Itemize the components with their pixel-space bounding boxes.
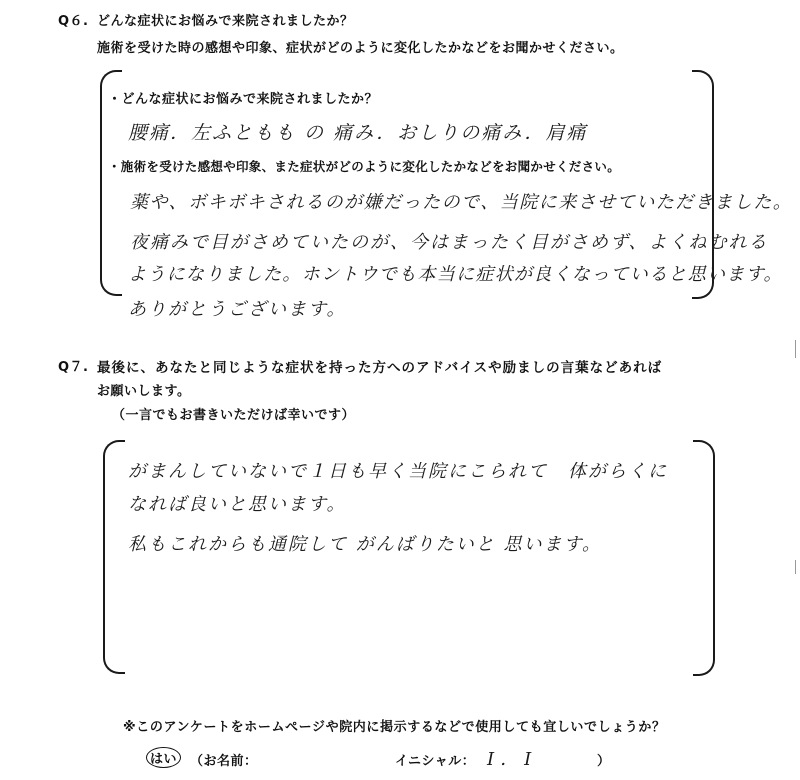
footer-yes-circled: はい	[146, 747, 181, 768]
scan-mark	[795, 340, 796, 358]
q7-answer-line2: なれば良いと思います。	[128, 494, 347, 515]
q6-sub1-answer: 腰痛．左ふともも の 痛み．おしりの痛み．肩痛	[128, 122, 588, 144]
footer-yes-option	[146, 747, 181, 768]
q6-sub1-label: ・どんな症状にお悩みで来院されましたか？	[108, 92, 379, 107]
q6-sub2-answer-line3: ようになりました。ホントウでも本当に症状が良くなっていると思います。	[128, 264, 783, 285]
q6-sub2-answer-line4: ありがとうございます。	[128, 299, 347, 320]
footer-initial-value: I．I	[487, 749, 538, 770]
q7-number: Q７.	[58, 360, 89, 375]
scan-mark	[795, 560, 796, 574]
q6-number: Q６.	[58, 14, 89, 29]
q7-question-line1: 最後に、あなたと同じような症状を持った方へのアドバイスや励ましの言葉などあれば	[97, 360, 663, 376]
q6-sub2-answer-line1: 薬や、ボキボキされるのが嫌だったので、当院に来させていただきました。	[130, 192, 793, 213]
q7-answer-line1: がまんしていないで１日も早く当院にこられて 体がらくに	[128, 461, 668, 482]
q7-answer-line3: 私もこれからも通院して がんばりたいと 思います。	[128, 534, 603, 555]
q6-question-line1: どんな症状にお悩みで来院されましたか？	[97, 14, 354, 29]
q7-box-right-bracket	[693, 440, 715, 676]
q6-sub2-label: ・施術を受けた感想や印象、また症状がどのように変化したかなどをお聞かせください。	[108, 159, 621, 174]
footer-close-paren: ）	[597, 754, 611, 769]
footer-name-label: （お名前：	[190, 754, 258, 769]
q6-sub2-answer-line2: 夜痛みで目がさめていたのが、今はまったく目がさめず、よくねむれる	[130, 232, 769, 253]
footer-question: ※このアンケートをホームページや院内に掲示するなどで使用しても宜しいでしょうか？	[123, 720, 666, 735]
q6-question-line2: 施術を受けた時の感想や印象、症状がどのように変化したかなどをお聞かせください。	[97, 41, 624, 56]
footer-initial-label: イニシャル：	[395, 754, 476, 769]
q7-box-left-bracket	[103, 440, 125, 674]
q7-note: （一言でもお書きいただけば幸いです）	[112, 408, 356, 423]
q7-question-line2: お願いします。	[97, 384, 191, 399]
